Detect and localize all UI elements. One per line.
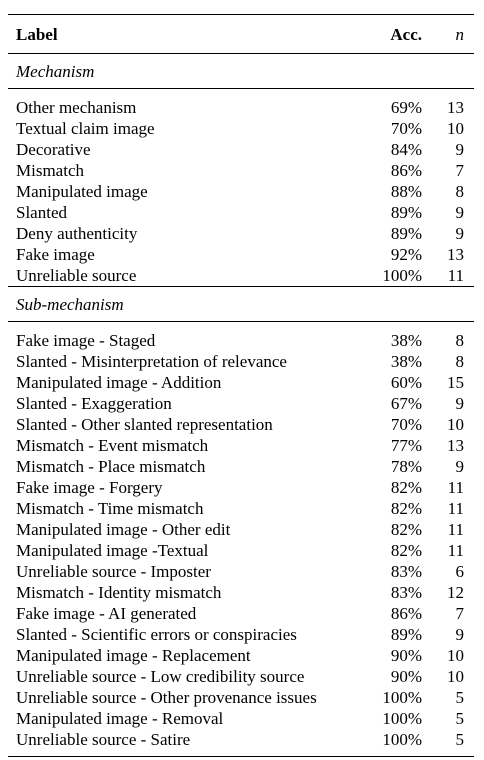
row-label: Fake image	[16, 245, 95, 264]
table-row	[8, 582, 474, 603]
table-row	[8, 561, 474, 582]
row-label: Slanted	[16, 203, 67, 222]
row-accuracy: 90%	[390, 667, 422, 686]
row-accuracy: 82%	[390, 499, 422, 518]
header-n: n	[426, 15, 474, 54]
row-count: 13	[447, 98, 464, 117]
row-accuracy: 100%	[382, 688, 422, 707]
row-count: 7	[455, 161, 464, 180]
table-row	[8, 729, 474, 757]
row-count: 11	[447, 520, 464, 539]
row-accuracy: 86%	[390, 161, 422, 180]
row-count: 9	[455, 394, 464, 413]
table-row	[8, 372, 474, 393]
row-accuracy: 82%	[390, 541, 422, 560]
row-label: Unreliable source - Imposter	[16, 562, 211, 581]
table-row	[8, 351, 474, 372]
row-label: Fake image - Staged	[16, 331, 156, 350]
table-row	[8, 223, 474, 244]
table-row	[8, 330, 474, 351]
row-count: 8	[455, 352, 464, 371]
row-accuracy: 89%	[390, 224, 422, 243]
row-count: 7	[455, 604, 464, 623]
row-label: Manipulated image - Other edit	[16, 520, 231, 539]
row-count: 10	[447, 667, 464, 686]
row-count: 10	[447, 646, 464, 665]
row-label: Unreliable source	[16, 266, 137, 285]
row-label: Mismatch - Place mismatch	[16, 457, 206, 476]
row-accuracy: 89%	[390, 625, 422, 644]
row-count: 5	[426, 729, 474, 757]
results-table	[8, 14, 474, 757]
row-accuracy: 82%	[390, 478, 422, 497]
table-row	[8, 456, 474, 477]
row-label: Manipulated image	[16, 182, 148, 201]
row-accuracy: 83%	[390, 583, 422, 602]
table-row	[8, 265, 474, 287]
table-row	[8, 687, 474, 708]
row-label: Fake image - Forgery	[16, 478, 163, 497]
row-accuracy: 70%	[390, 415, 422, 434]
table-row	[8, 498, 474, 519]
row-count: 13	[447, 436, 464, 455]
row-accuracy: 78%	[390, 457, 422, 476]
header-row	[8, 15, 474, 54]
row-label: Unreliable source - Other provenance issues	[16, 688, 317, 707]
section-spacer	[8, 322, 474, 331]
table-row	[8, 666, 474, 687]
row-label: Slanted - Misinterpretation of relevance	[16, 352, 287, 371]
row-label: Deny authenticity	[16, 224, 138, 243]
row-count: 13	[447, 245, 464, 264]
row-accuracy: 100%	[382, 709, 422, 728]
row-count: 9	[455, 625, 464, 644]
row-count: 12	[447, 583, 464, 602]
row-label: Manipulated image -Textual	[16, 541, 209, 560]
table-row	[8, 414, 474, 435]
row-accuracy: 100%	[370, 729, 426, 757]
row-count: 9	[455, 224, 464, 243]
table-row	[8, 160, 474, 181]
table-row	[8, 435, 474, 456]
row-label: Manipulated image - Replacement	[16, 646, 251, 665]
row-accuracy: 69%	[390, 98, 422, 117]
row-label: Unreliable source - Satire	[8, 729, 370, 757]
table-row	[8, 624, 474, 645]
row-accuracy: 84%	[390, 140, 422, 159]
results-table-container	[8, 14, 474, 757]
row-accuracy: 67%	[390, 394, 422, 413]
row-label: Slanted - Other slanted representation	[16, 415, 273, 434]
table-row	[8, 202, 474, 223]
row-count: 9	[455, 457, 464, 476]
row-label: Mismatch - Event mismatch	[16, 436, 209, 455]
row-accuracy: 70%	[390, 119, 422, 138]
table-body	[8, 54, 474, 757]
row-count: 5	[455, 688, 464, 707]
row-label: Mismatch - Time mismatch	[16, 499, 204, 518]
row-count: 11	[447, 266, 464, 285]
row-label: Manipulated image - Addition	[16, 373, 222, 392]
table-row	[8, 181, 474, 202]
row-count: 11	[447, 499, 464, 518]
row-accuracy: 92%	[390, 245, 422, 264]
row-label: Textual claim image	[16, 119, 155, 138]
table-row	[8, 540, 474, 561]
row-count: 9	[455, 203, 464, 222]
row-accuracy: 86%	[390, 604, 422, 623]
row-count: 8	[455, 331, 464, 350]
table-row	[8, 477, 474, 498]
row-accuracy: 38%	[390, 352, 422, 371]
row-accuracy: 38%	[390, 331, 422, 350]
row-count: 15	[447, 373, 464, 392]
row-label: Other mechanism	[16, 98, 137, 117]
section-spacer	[8, 89, 474, 98]
row-accuracy: 83%	[390, 562, 422, 581]
header-label: Label	[8, 15, 370, 54]
table-row	[8, 708, 474, 729]
row-label: Manipulated image - Removal	[16, 709, 224, 728]
table-row	[8, 519, 474, 540]
table-row	[8, 603, 474, 624]
table-row	[8, 97, 474, 118]
row-label: Slanted - Exaggeration	[16, 394, 172, 413]
row-accuracy: 77%	[390, 436, 422, 455]
row-accuracy: 60%	[390, 373, 422, 392]
row-label: Mismatch	[16, 161, 84, 180]
row-count: 11	[447, 541, 464, 560]
table-row	[8, 118, 474, 139]
section-title: Mechanism	[8, 54, 474, 89]
row-label: Mismatch - Identity mismatch	[16, 583, 222, 602]
row-accuracy: 100%	[382, 266, 422, 285]
table-row	[8, 139, 474, 160]
table-row	[8, 244, 474, 265]
header-accuracy: Acc.	[370, 15, 426, 54]
section-header-row	[8, 54, 474, 89]
row-accuracy: 88%	[390, 182, 422, 201]
row-accuracy: 90%	[390, 646, 422, 665]
row-label: Unreliable source - Low credibility source	[16, 667, 305, 686]
table-row	[8, 645, 474, 666]
row-accuracy: 82%	[390, 520, 422, 539]
row-label: Decorative	[16, 140, 91, 159]
section-title: Sub-mechanism	[8, 287, 474, 322]
row-count: 5	[455, 709, 464, 728]
row-accuracy: 89%	[390, 203, 422, 222]
row-count: 11	[447, 478, 464, 497]
row-count: 8	[455, 182, 464, 201]
row-count: 9	[455, 140, 464, 159]
row-count: 10	[447, 415, 464, 434]
table-row	[8, 393, 474, 414]
row-label: Slanted - Scientific errors or conspiracies	[16, 625, 297, 644]
row-count: 10	[447, 119, 464, 138]
row-count: 6	[455, 562, 464, 581]
section-header-row	[8, 287, 474, 322]
row-label: Fake image - AI generated	[16, 604, 197, 623]
